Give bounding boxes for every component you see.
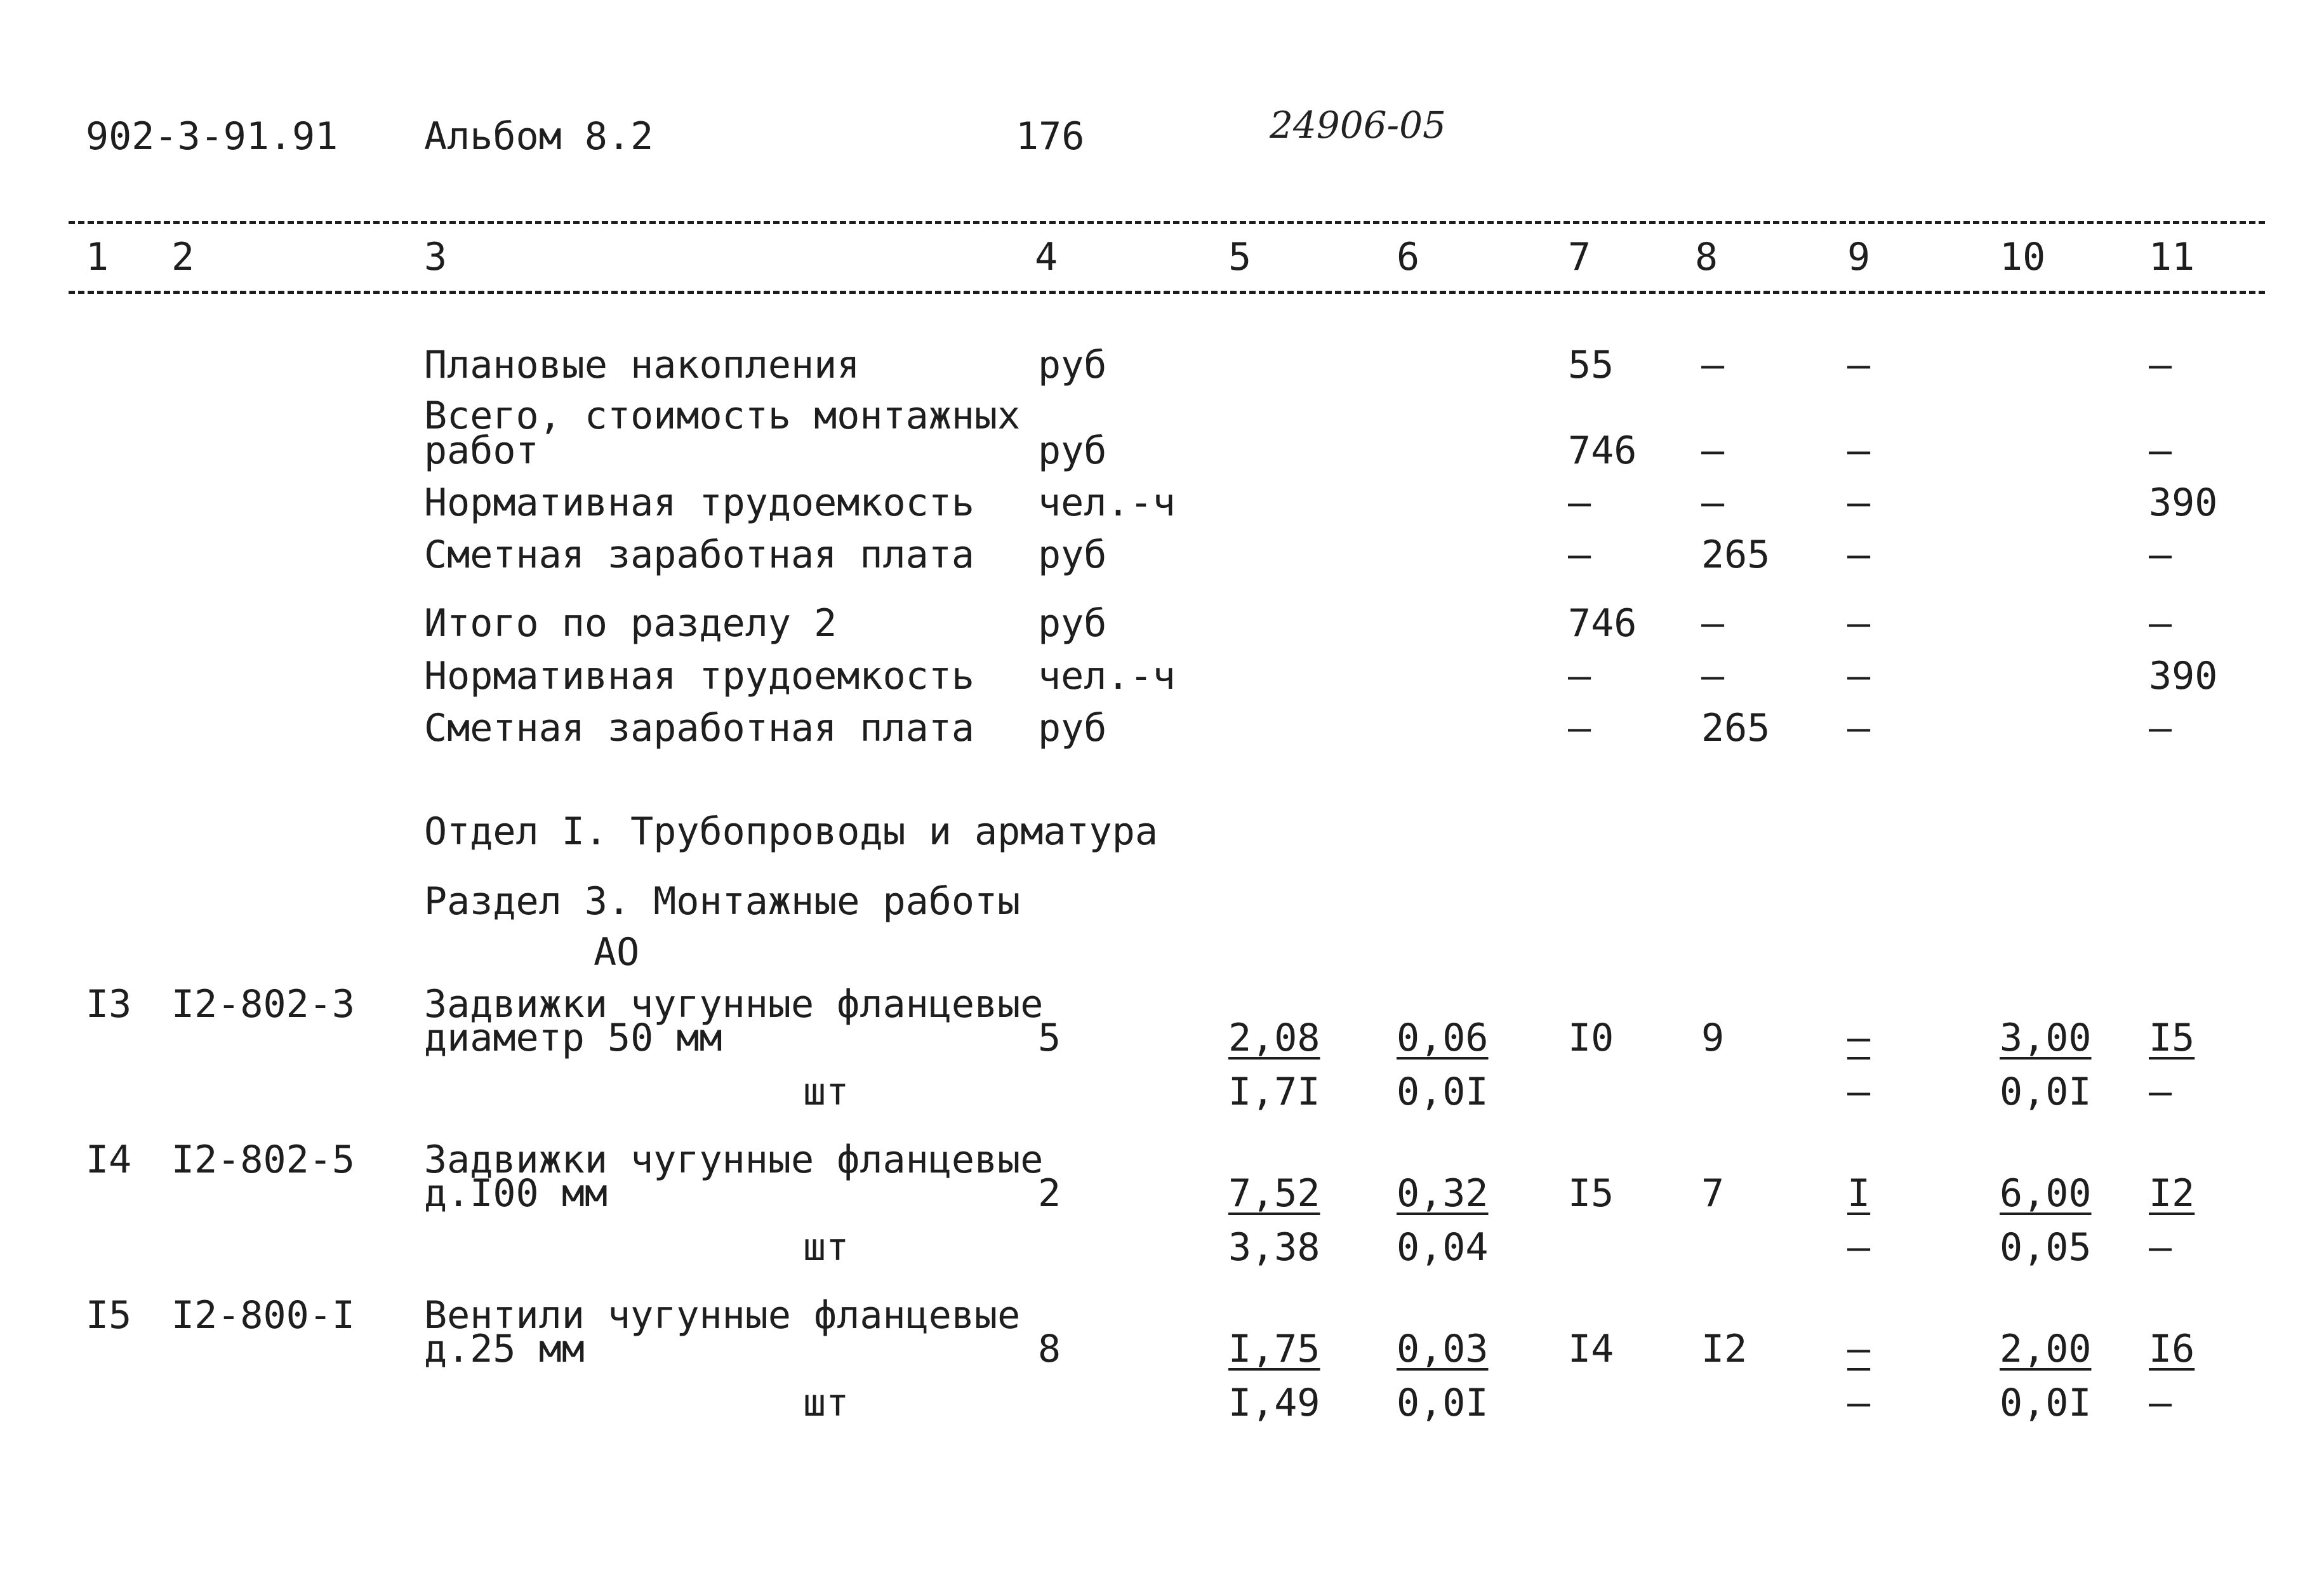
quantity: 5 (1038, 1016, 1061, 1060)
chapter-heading: Раздел 3. Монтажные работы (424, 879, 1021, 924)
col11-upper: I6 (2149, 1327, 2195, 1371)
page-number: 176 (1016, 114, 1085, 159)
col5-upper: 7,52 (1228, 1171, 1320, 1216)
row-unit: руб (1038, 429, 1107, 473)
row-description: работ (424, 429, 539, 473)
row-unit: шт (803, 1225, 849, 1270)
row-unit: чел.-ч (1038, 654, 1176, 698)
col11-upper: I2 (2149, 1171, 2195, 1216)
col8-value: – (1701, 601, 1725, 646)
col7-value: – (1568, 533, 1591, 577)
col5-upper: I,75 (1228, 1327, 1320, 1371)
col11-value: 390 (2149, 654, 2218, 698)
row-description: Итого по разделу 2 (424, 601, 837, 646)
row-unit: руб (1038, 343, 1107, 387)
rate-code: I2-802-3 (171, 982, 355, 1027)
col9-upper: – (1847, 1016, 1871, 1060)
col11-upper: I5 (2149, 1016, 2195, 1060)
col6-upper: 0,32 (1397, 1171, 1489, 1216)
col11-lower: – (2149, 1225, 2172, 1270)
col7-value: I5 (1568, 1171, 1614, 1216)
col8-value: – (1701, 429, 1725, 473)
quantity: 2 (1038, 1171, 1061, 1216)
col11-lower: – (2149, 1070, 2172, 1114)
col8-value: 7 (1701, 1171, 1725, 1216)
col10-upper: 6,00 (2000, 1171, 2092, 1216)
col11-lower: – (2149, 1381, 2172, 1425)
col7-value: 55 (1568, 343, 1614, 387)
column-header-8: 8 (1695, 235, 1718, 279)
col9-upper: – (1847, 1327, 1871, 1371)
rate-code: I2-800-I (171, 1293, 355, 1338)
col9-value: – (1847, 533, 1871, 577)
row-description-line1: Вентили чугунные фланцевые (424, 1293, 1021, 1338)
col7-value: – (1568, 481, 1591, 525)
row-description: Нормативная трудоемкость (424, 654, 974, 698)
col8-value: I2 (1701, 1327, 1748, 1371)
row-description-line1: Задвижки чугунные фланцевые (424, 1138, 1044, 1182)
col9-upper: I (1847, 1171, 1871, 1216)
col8-value: – (1701, 343, 1725, 387)
column-header-6: 6 (1397, 235, 1420, 279)
col8-value: 9 (1701, 1016, 1725, 1060)
col10-lower: 0,0I (2000, 1381, 2092, 1425)
column-header-3: 3 (424, 235, 448, 279)
col7-value: – (1568, 654, 1591, 698)
row-description-line2: д.I00 мм (424, 1171, 608, 1216)
col11-value: – (2149, 429, 2172, 473)
col9-value: – (1847, 706, 1871, 750)
col11-value: – (2149, 601, 2172, 646)
col7-value: – (1568, 706, 1591, 750)
col9-value: – (1847, 601, 1871, 646)
col5-lower: I,7I (1228, 1070, 1320, 1114)
row-unit: чел.-ч (1038, 481, 1176, 525)
col10-lower: 0,05 (2000, 1225, 2092, 1270)
row-description-line2: диаметр 50 мм (424, 1016, 722, 1060)
col10-lower: 0,0I (2000, 1070, 2092, 1114)
column-header-11: 11 (2149, 235, 2195, 279)
col9-value: – (1847, 481, 1871, 525)
col9-lower: – (1847, 1381, 1871, 1425)
col8-value: – (1701, 481, 1725, 525)
row-description: Нормативная трудоемкость (424, 481, 974, 525)
column-header-2: 2 (171, 235, 195, 279)
col6-lower: 0,04 (1397, 1225, 1489, 1270)
row-unit: шт (803, 1381, 849, 1425)
row-description: Плановые накопления (424, 343, 860, 387)
col8-value: – (1701, 654, 1725, 698)
row-number: I3 (86, 982, 132, 1027)
row-description: Сметная заработная плата (424, 706, 974, 750)
col11-value: – (2149, 706, 2172, 750)
col6-lower: 0,0I (1397, 1070, 1489, 1114)
col5-lower: I,49 (1228, 1381, 1320, 1425)
col9-value: – (1847, 429, 1871, 473)
col5-lower: 3,38 (1228, 1225, 1320, 1270)
col7-value: 746 (1568, 601, 1637, 646)
column-header-7: 7 (1568, 235, 1591, 279)
header-rule-bottom (69, 291, 2265, 294)
col10-upper: 3,00 (2000, 1016, 2092, 1060)
column-header-1: 1 (86, 235, 109, 279)
col6-upper: 0,03 (1397, 1327, 1489, 1371)
handwritten-stamp: 24906-05 (1270, 103, 1446, 147)
column-header-9: 9 (1847, 235, 1871, 279)
subsection-code: АО (594, 930, 640, 974)
col5-upper: 2,08 (1228, 1016, 1320, 1060)
row-unit: руб (1038, 533, 1107, 577)
col9-lower: – (1847, 1225, 1871, 1270)
col8-value: 265 (1701, 533, 1770, 577)
col10-upper: 2,00 (2000, 1327, 2092, 1371)
row-unit: шт (803, 1070, 849, 1114)
document-code: 902-3-91.91 (86, 114, 338, 159)
department-heading: Отдел I. Трубопроводы и арматура (424, 809, 1158, 854)
col9-value: – (1847, 343, 1871, 387)
row-unit: руб (1038, 706, 1107, 750)
row-description: Сметная заработная плата (424, 533, 974, 577)
col11-value: – (2149, 533, 2172, 577)
row-number: I4 (86, 1138, 132, 1182)
row-number: I5 (86, 1293, 132, 1338)
col11-value: – (2149, 343, 2172, 387)
row-description-line1: Задвижки чугунные фланцевые (424, 982, 1044, 1027)
album-label: Альбом 8.2 (424, 114, 654, 159)
col7-value: 746 (1568, 429, 1637, 473)
row-description-line1: Всего, стоимость монтажных (424, 394, 1021, 438)
quantity: 8 (1038, 1327, 1061, 1371)
col8-value: 265 (1701, 706, 1770, 750)
col9-lower: – (1847, 1070, 1871, 1114)
column-header-4: 4 (1035, 235, 1058, 279)
row-unit: руб (1038, 601, 1107, 646)
col9-value: – (1847, 654, 1871, 698)
col6-lower: 0,0I (1397, 1381, 1489, 1425)
col7-value: I4 (1568, 1327, 1614, 1371)
column-header-10: 10 (2000, 235, 2046, 279)
col7-value: I0 (1568, 1016, 1614, 1060)
header-rule-top (69, 221, 2265, 224)
col11-value: 390 (2149, 481, 2218, 525)
column-header-5: 5 (1228, 235, 1252, 279)
col6-upper: 0,06 (1397, 1016, 1489, 1060)
row-description-line2: д.25 мм (424, 1327, 585, 1371)
rate-code: I2-802-5 (171, 1138, 355, 1182)
